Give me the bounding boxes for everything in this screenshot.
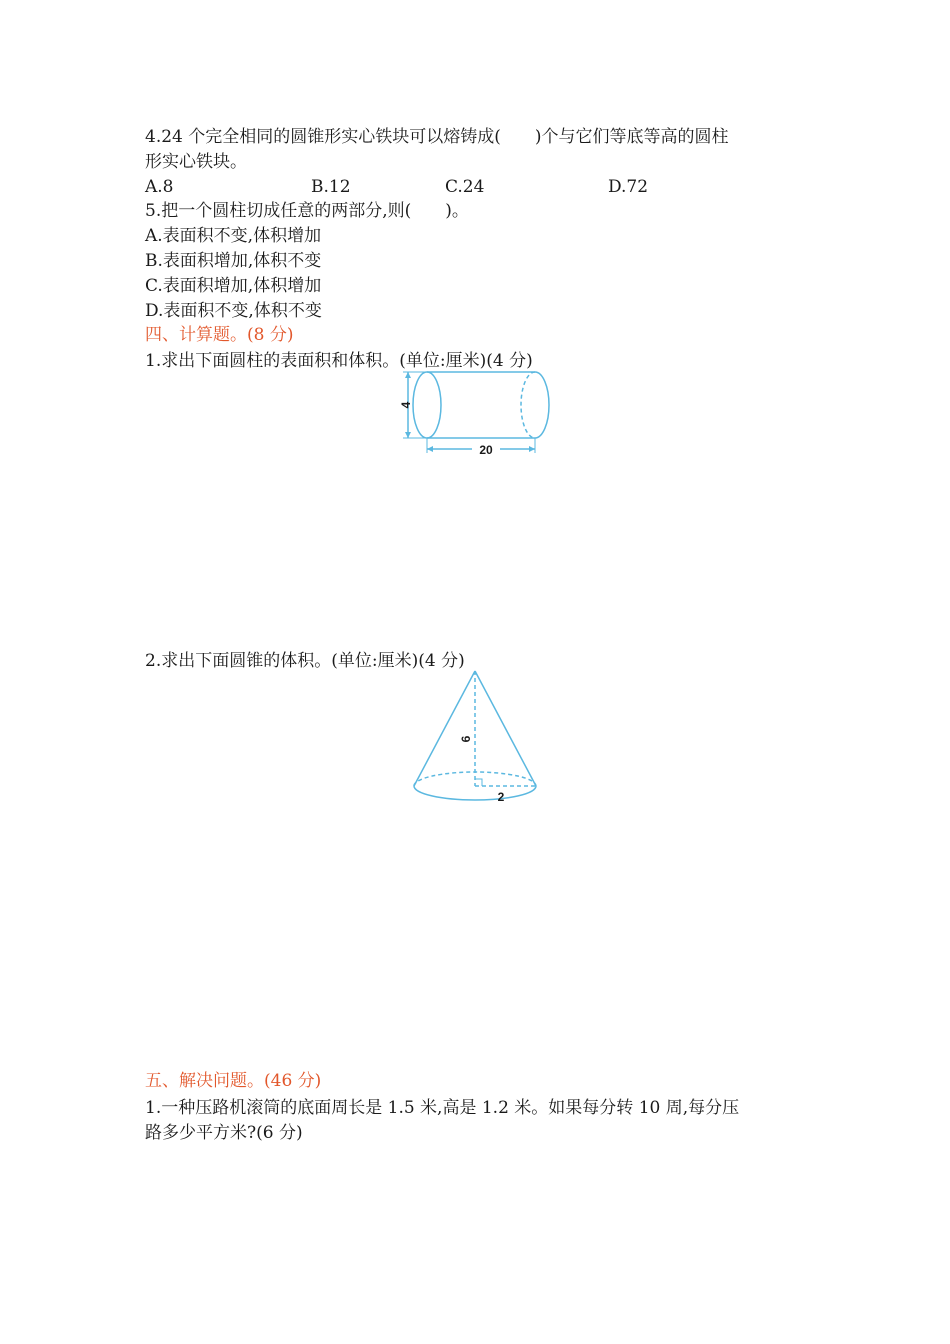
question-5-option-a: A.表面积不变,体积增加 [145,226,322,246]
section-5-question-1-line-2: 路多少平方米?(6 分) [145,1123,303,1143]
question-4-option-a: A.8 [145,177,174,197]
cylinder-length-label: 20 [479,443,493,457]
question-5-stem: 5.把一个圆柱切成任意的两部分,则( )。 [145,201,469,221]
section-4-question-1: 1.求出下面圆柱的表面积和体积。(单位:厘米)(4 分) [145,351,533,371]
cone-radius-label: 2 [497,790,505,804]
question-4-option-b: B.12 [311,177,351,197]
cone-figure [405,665,545,815]
section-5-question-1-line-1: 1.一种压路机滚筒的底面周长是 1.5 米,高是 1.2 米。如果每分转 10 周,每分压 [145,1098,740,1118]
section-5-heading: 五、解决问题。(46 分) [145,1071,322,1091]
cylinder-left-base [413,372,441,438]
cylinder-figure [390,365,570,465]
question-4-option-d: D.72 [608,177,649,197]
section-4-question-2: 2.求出下面圆锥的体积。(单位:厘米)(4 分) [145,651,465,671]
question-5-option-b: B.表面积增加,体积不变 [145,251,322,271]
question-5-option-c: C.表面积增加,体积增加 [145,276,322,296]
section-4-heading: 四、计算题。(8 分) [145,325,294,345]
cylinder-height-label: 4 [399,401,413,409]
question-5-option-d: D.表面积不变,体积不变 [145,301,322,321]
question-4-option-c: C.24 [445,177,485,197]
question-4-line-2: 形实心铁块。 [145,152,247,172]
cone-height-label: 6 [459,735,473,743]
question-4-line-1: 4.24 个完全相同的圆锥形实心铁块可以熔铸成( )个与它们等底等高的圆柱 [145,127,729,147]
